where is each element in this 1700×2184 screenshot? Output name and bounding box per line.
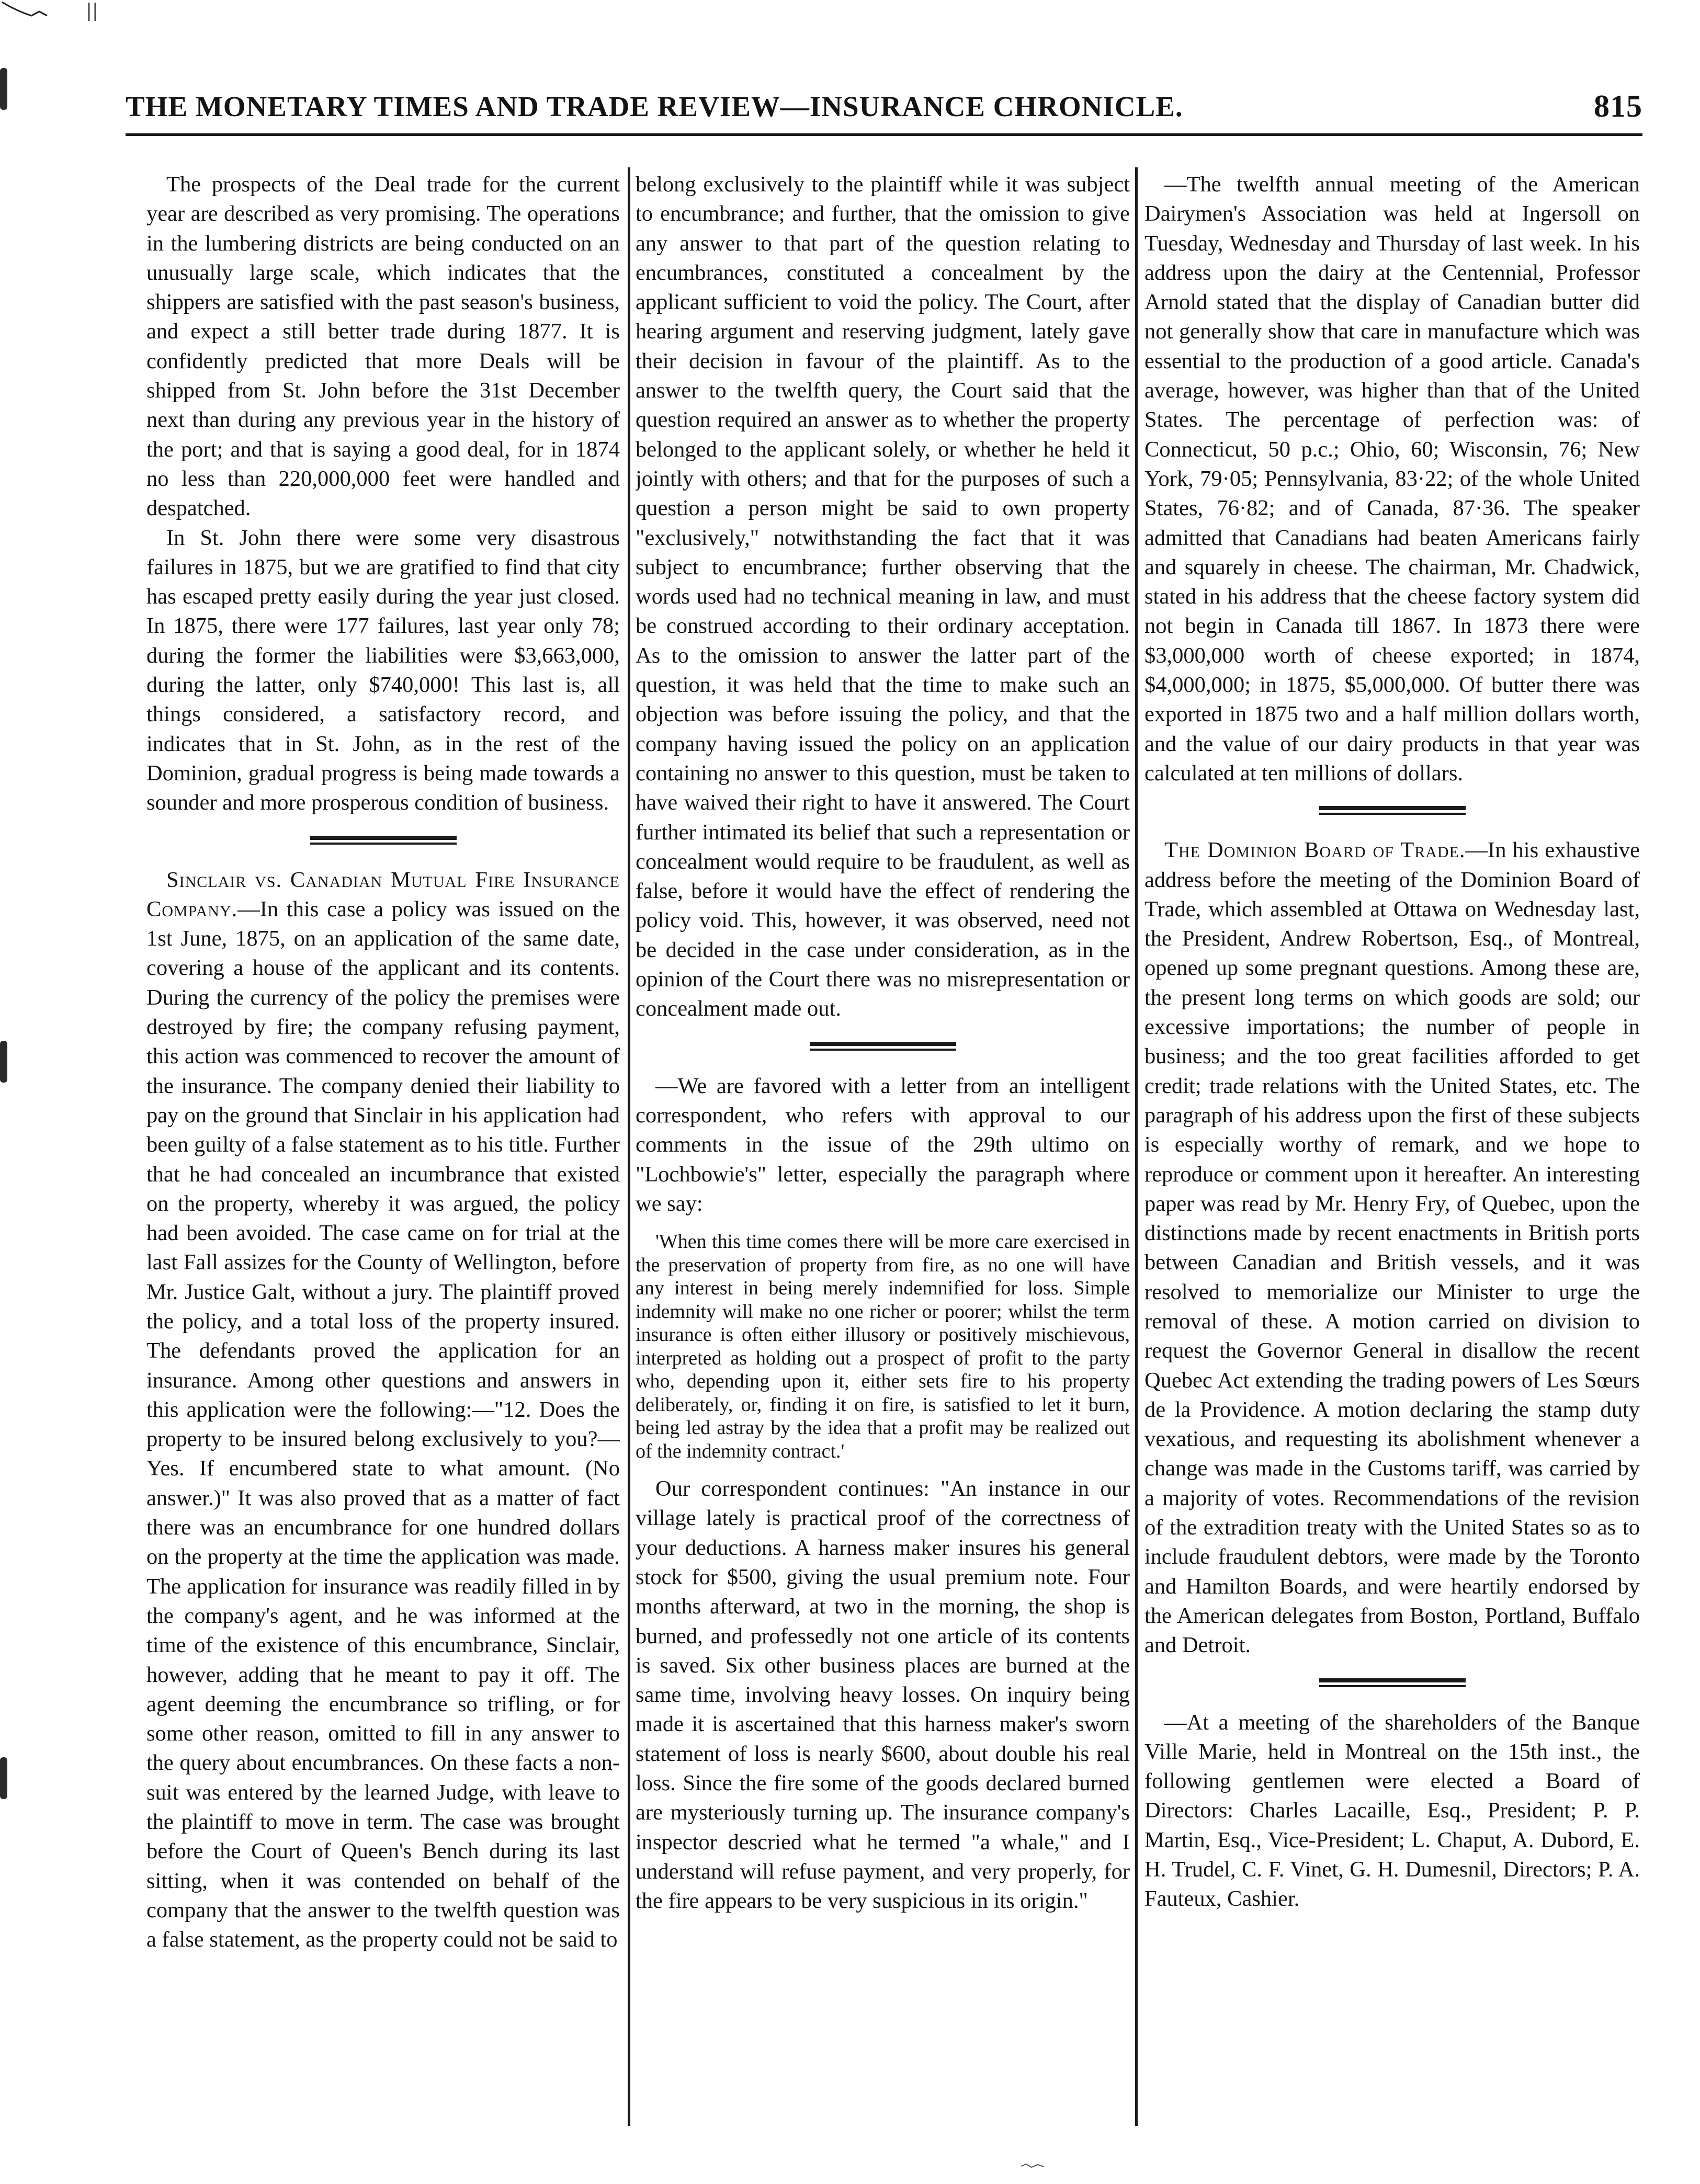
article-heading: Sinclair vs. Canadian Mutual Fire Insurance Company. <box>146 867 620 922</box>
running-title: THE MONETARY TIMES AND TRADE REVIEW—INSURANCE CHRONICLE. <box>126 90 1183 122</box>
running-header <box>126 83 1642 130</box>
article-paragraph <box>146 866 620 1955</box>
article-paragraph: In St. John there were some very disastrous failures in 1875, but we are gratified to find that city has escaped pretty easily during the year just closed. In 1875, there were 177 failures, last year only 78; during the former the liabilities were $3,663,000, during the latter, only $740,000! This last is, all things considered, a satisfactory record, and indicates that in St. John, as in the rest of the Dominion, gradual progress is being made towards a sounder and more prosperous condition of business. <box>146 525 620 815</box>
column-1 <box>146 170 620 2121</box>
column-rule <box>1135 167 1138 2126</box>
column-2 <box>636 170 1130 2121</box>
section-separator <box>1319 806 1466 815</box>
article-paragraph: —At a meeting of the shareholders of the Banque Ville Marie, held in Montreal on the 15th inst., the following gentlemen were elected a Board of Directors: Charles Lacaille, Esq., President; P. P. Martin, Esq., Vice-President; L. Chaput, A. Dubord, E. H. Trudel, C. F. Vinet, G. H. Dumesnil, Directors; P. A. Fauteux, Cashier. <box>1144 1710 1640 1912</box>
article-heading: The Dominion Board of Trade. <box>1164 838 1466 863</box>
section-separator <box>310 836 457 845</box>
bottom-scan-mark <box>1020 2163 1046 2170</box>
section-separator <box>1319 1678 1466 1687</box>
left-edge-mark <box>0 68 7 110</box>
article-paragraph: belong exclusively to the plaintiff while it was subject to encumbrance; and further, that the omission to give any answer to that part of the question relating to encumbrances, constituted a concealment by the applicant sufficient to void the policy. The Court, after hearing argument and reserving judgment, lately gave their decision in favour of the plaintiff. As to the answer to the twelfth query, the Court said that the question required an answer as to whether the property belonged to the applicant solely, or whether he held it jointly with others; and that for the purposes of such a question a person might be said to own property "exclusively," notwithstanding the fact that it was subject to encumbrance; further observing that the words used had no technical meaning in law, and must be construed according to their ordinary acceptation. As to the omission to answer the latter part of the question, it was held that the time to make such an objection was before issuing the policy, and that the company having issued the policy on an application containing no answer to this question, must be taken to have waived their right to have it answered. The Court further intimated its belief that such a representation or concealment would require to be fraudulent, as well as false, before it would have the effect of rendering the policy void. This, however, it was observed, need not be decided in the case under consideration, as in the opinion of the Court there was no misrepresentation or concealment made out. <box>636 172 1130 1021</box>
column-3 <box>1144 170 1640 2121</box>
page-number: 815 <box>1594 88 1642 123</box>
article-paragraph: —The twelfth annual meeting of the American Dairymen's Association was held at Ingersoll on Tuesday, Wednesday and Thursday of last week. In his address upon the dairy at the Centennial, Professor Arnold stated that the display of Canadian butter did not generally show that care in manufacture which was essential to the production of a good article. Canada's average, however, was higher than that of the United States. The percentage of perfection was: of Connecticut, 50 p.c.; Ohio, 60; Wisconsin, 76; New York, 79·05; Pennsylvania, 83·22; of the whole United States, 76·82; and of Canada, 87·36. The speaker admitted that Canadians had beaten Americans fairly and squarely in cheese. The chairman, Mr. Chadwick, stated in his address that the cheese factory system did not begin in Canada till 1867. In 1873 there were $3,000,000 worth of cheese exported; in 1874, $4,000,000; in 1875, $5,000,000. Of butter there was exported in 1875 two and a half million dollars worth, and the value of our dairy products in that year was calculated at ten millions of dollars. <box>1144 172 1640 786</box>
section-separator <box>810 1042 956 1051</box>
article-paragraph: The prospects of the Deal trade for the current year are described as very promising. The operations in the lumbering districts are being conducted on an unusually large scale, which indicates that the shippers are satisfied with the past season's business, and expect a still better trade during 1877. It is confidently predicted that more Deals will be shipped from St. John before the 31st December next than during any previous year in the history of the port; and that is saying a good deal, for in 1874 no less than 220,000,000 feet were handled and despatched. <box>146 172 620 521</box>
block-quote: 'When this time comes there will be more care exercised in the preservation of property from fire, as no one will have any interest in being merely indemnified for loss. Simple indemnity will make no one richer or poorer; whilst the term insurance is often either illusory or positively mischievous, interpreted as holding out a prospect of profit to the party who, depending upon it, either sets fire to his property deliberately, or, finding it on fire, is satisfied to let it burn, being led astray by the idea that a profit may be realized out of the indemnity contract.' <box>636 1231 1130 1462</box>
header-rule <box>126 133 1642 136</box>
corner-scan-mark <box>0 0 105 31</box>
left-edge-mark <box>0 1757 7 1799</box>
article-body: —In his exhaustive address before the meeting of the Dominion Board of Trade, which assembled at Ottawa on Wednesday last, the President, Andrew Robertson, Esq., of Montreal, opened up some pregnant questions. Among these are, the present long terms on which goods are sold; our excessive importations; the number of people in business; and the too great facilities afforded to get credit; trade relations with the United States, etc. The paragraph of his address upon the first of these subjects is especially worthy of remark, and we hope to reproduce or comment upon it hereafter. An interesting paper was read by Mr. Henry Fry, of Quebec, upon the distinctions made by recent enactments in British ports between Canadian and British vessels, and it was resolved to memorialize our Minister to urge the removal of these. A motion carried on division to request the Governor General in disallow the recent Quebec Act extending the trading powers of Les Sœurs de la Providence. A motion declaring the stamp duty vexatious, and requesting its abolishment whenever a change was made in the Customs tariff, was carried by a majority of votes. Recommendations of the revision of the extradition treaty with the United States so as to include fraudulent debtors, were made by the Toronto and Hamilton Boards, and were heartily endorsed by the American delegates from Boston, Portland, Buffalo and Detroit. <box>1144 838 1640 1658</box>
left-edge-mark <box>0 1041 7 1083</box>
article-paragraph: Our correspondent continues: "An instance in our village lately is practical proof of the correctness of your deductions. A harness maker insures his general stock for $500, giving the usual premium note. Four months afterward, at two in the morning, the shop is burned, and professedly not one article of its contents is saved. Six other business places are burned at the same time, involving heavy losses. On inquiry being made it is ascertained that this harness maker's sworn statement of loss is nearly $600, about double his real loss. Since the fire some of the goods declared burned are mysteriously turning up. The insurance company's inspector descried what he termed "a whale," and I understand will refuse payment, and very properly, for the fire appears to be very suspicious in its origin." <box>636 1476 1130 1914</box>
article-paragraph: —We are favored with a letter from an intelligent correspondent, who refers with approval to our comments in the issue of the 29th ultimo on "Lochbowie's" letter, especially the paragraph where we say: <box>636 1073 1130 1216</box>
column-rule <box>628 167 630 2126</box>
article-body: —In this case a policy was issued on the 1st June, 1875, on an application of the same date, covering a house of the applicant and its contents. During the currency of the policy the premises were destroyed by fire; the company refusing payment, this action was commenced to recover the amount of the insurance. The company denied their liability to pay on the ground that Sinclair in his application had been guilty of a false statement as to his title. Further that he had concealed an incumbrance that existed on the property, whereby it was argued, the policy had been avoided. The case came on for trial at the last Fall assizes for the County of Wellington, before Mr. Justice Galt, without a jury. The plaintiff proved the policy, and a total loss of the property insured. The defendants proved the application for an insurance. Among other questions and answers in this application were the following:—"12. Does the property to be insured belong exclusively to you?—Yes. If encumbered state to what amount. (No answer.)" It was also proved that as a matter of fact there was an encumbrance for one hundred dollars on the property at the time the application was made. The application for insurance was readily filled in by the company's agent, and he was informed at the time of the existence of this encumbrance, Sinclair, however, adding that he meant to pay it off. The agent deeming the encumbrance so trifling, or for some other reason, omitted to fill in any answer to the query about encumbrances. On these facts a non-suit was entered by the learned Judge, with leave to the plaintiff to move in term. The case was brought before the Court of Queen's Bench during its last sitting, when it was contended on behalf of the company that the answer to the twelfth question was a false statement, as the property could not be said to <box>146 896 620 1952</box>
article-paragraph <box>1144 836 1640 1660</box>
